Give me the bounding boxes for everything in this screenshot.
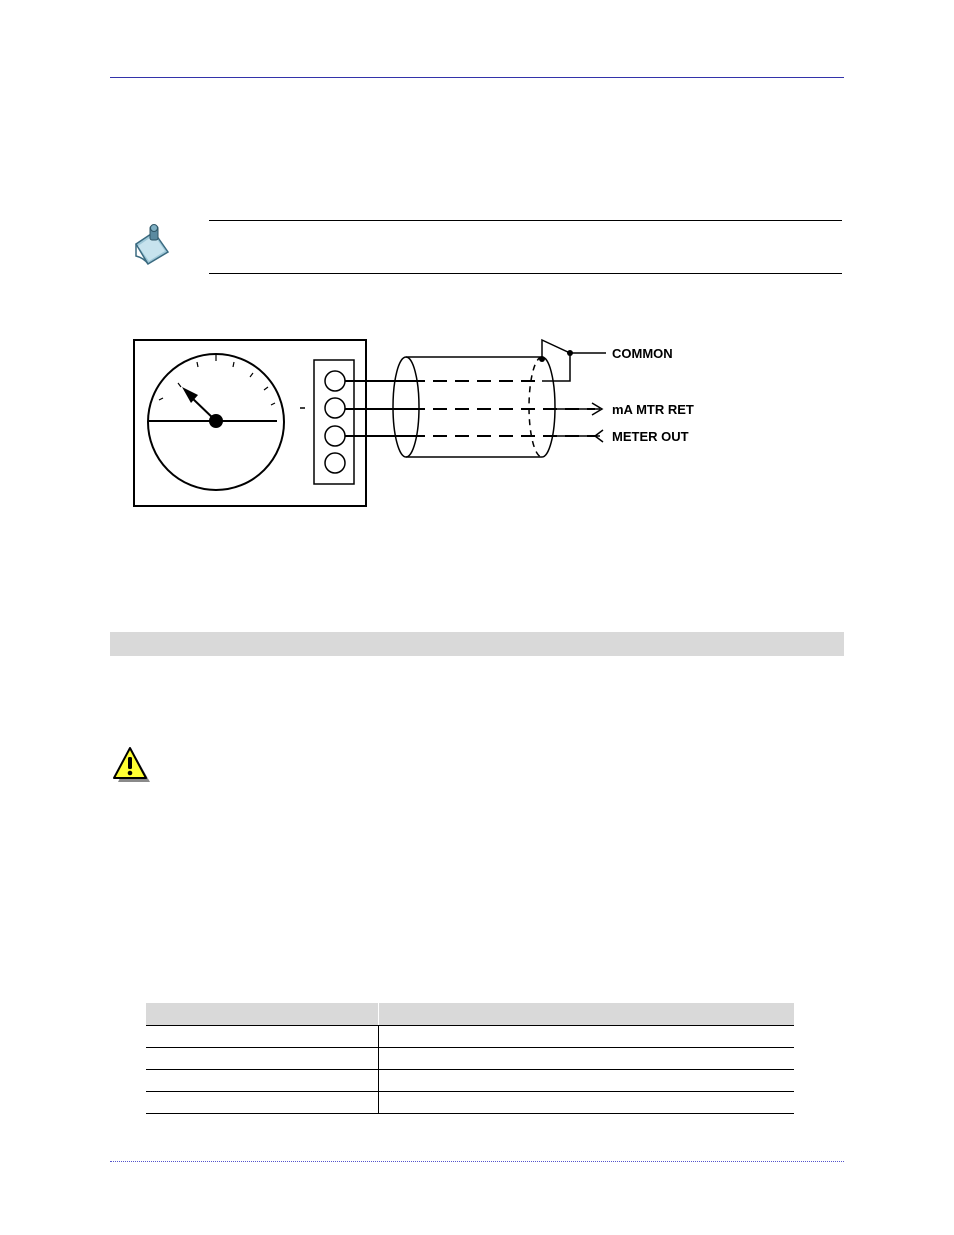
data-table xyxy=(146,1003,794,1114)
meter-wiring-diagram xyxy=(125,325,705,515)
ma-mtr-ret-label: mA MTR RET xyxy=(612,402,694,417)
table-header-cell xyxy=(379,1003,795,1026)
shielded-cable xyxy=(393,357,555,457)
table-cell xyxy=(146,1048,379,1070)
section-heading-bar xyxy=(110,632,844,656)
terminal-block xyxy=(314,360,354,484)
table-cell xyxy=(146,1026,379,1048)
table-row xyxy=(146,1070,794,1092)
table-cell xyxy=(379,1048,795,1070)
warning-triangle-icon xyxy=(110,744,152,784)
table-cell xyxy=(379,1026,795,1048)
table-cell xyxy=(379,1092,795,1114)
note-rule-bottom xyxy=(209,273,842,274)
meter-out-label: METER OUT xyxy=(612,429,689,444)
table-header-cell xyxy=(146,1003,379,1026)
table-cell xyxy=(146,1092,379,1114)
note-block xyxy=(125,220,845,276)
header-rule xyxy=(110,77,844,78)
note-rule-top xyxy=(209,220,842,221)
meter-dial-icon xyxy=(148,354,284,490)
table-row xyxy=(146,1026,794,1048)
table-row xyxy=(146,1092,794,1114)
table-cell xyxy=(379,1070,795,1092)
common-label: COMMON xyxy=(612,346,673,361)
table-cell xyxy=(146,1070,379,1092)
note-pad-icon xyxy=(128,222,174,266)
table-row xyxy=(146,1048,794,1070)
footer-rule xyxy=(110,1161,844,1162)
table-header-row xyxy=(146,1003,794,1026)
